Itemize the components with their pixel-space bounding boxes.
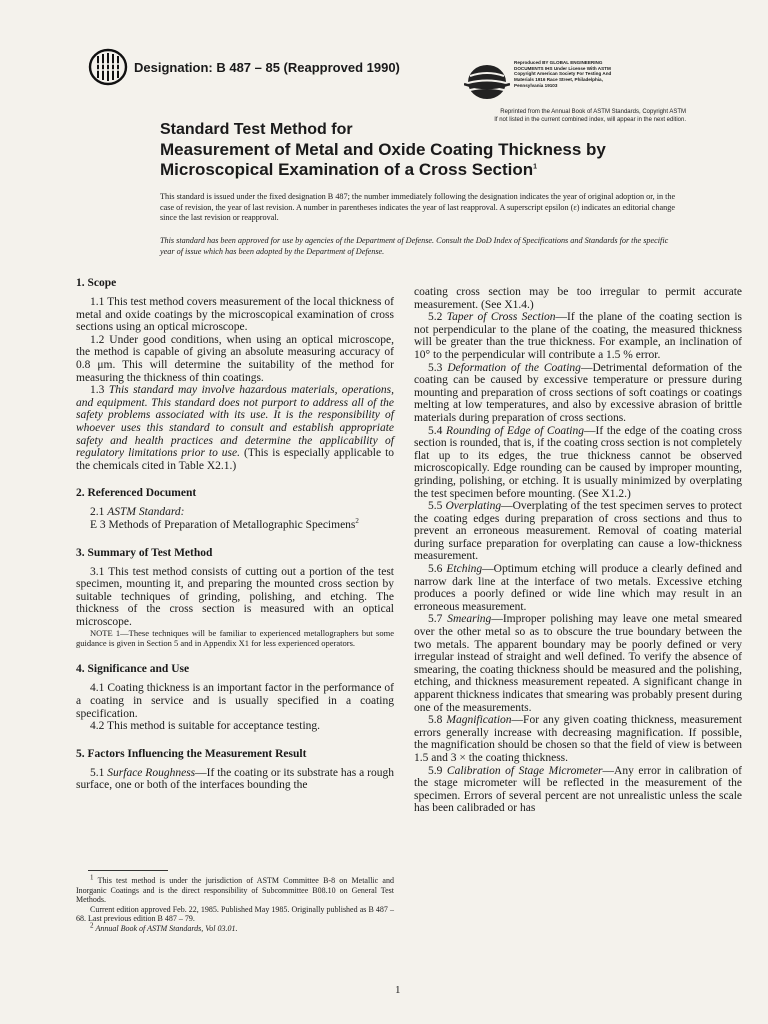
paragraph-etching — [414, 563, 742, 613]
title-line-2: Measurement of Metal and Oxide Coating Thickness by — [160, 140, 606, 159]
paragraph-taper — [414, 311, 742, 361]
paragraph-smearing — [414, 613, 742, 714]
paragraph-calibration — [414, 765, 742, 815]
para-text: —Improper polishing may leave one metal smeared over the other metal so as to obscure the true boundary between the two metals. The apparent boundary may be poorly defined or very irregular instead of straight and well defined. To verify the absence of smearing, the coating thickness should be measured and the polishing, etching, and thickness measurement repeated. A significant change in apparent thickness indicates that smearing was probably present during one of the measurements. — [414, 613, 742, 714]
paragraph-safety — [76, 384, 394, 472]
footnote-ref: 2 — [355, 517, 359, 526]
repro-line: Copyright American Society For Testing And — [514, 71, 612, 77]
para-title: Smearing — [447, 613, 492, 626]
paragraph-rounding — [414, 425, 742, 501]
paragraph-continued: coating cross section may be too irregular to permit accurate measurement. (See X1.4.) — [414, 286, 742, 311]
reproduction-notice — [514, 60, 664, 89]
title-line-1: Standard Test Method for — [160, 121, 353, 138]
designation: Designation: B 487 – 85 (Reapproved 1990) — [134, 60, 400, 75]
para-number: 5.2 — [428, 311, 443, 324]
para-text: —For any given coating thickness, measurement errors generally increase with decreasing magnification. If possible, the magnification should be chosen so that the field of view is between 1.5 and 3 × the coating thickness. — [414, 714, 742, 764]
para-number: 5.1 — [90, 766, 105, 779]
section-heading: 5. Factors Influencing the Measurement Result — [76, 747, 307, 760]
para-text-cont: a rough surface, one or both of the interfaces bounding the — [76, 766, 395, 792]
footnote-1-edition: Current edition approved Feb. 22, 1985. Published May 1985. Originally published as B 487 – 68. Last previous edition B 487 – 79. — [76, 904, 394, 924]
note-1: NOTE 1—These techniques will be familiar to experienced metallographers but some guidance is given in Section 5 and in Appendix X1 for less experienced operators. — [76, 628, 394, 649]
document-title — [160, 120, 630, 180]
reference-item — [76, 519, 394, 532]
paragraph-magnification — [414, 714, 742, 764]
section-significance — [76, 662, 394, 732]
para-number: 5.8 — [428, 714, 443, 727]
para-text: —If the coating or its substrate has — [195, 766, 357, 779]
para-text: —Optimum etching will produce a clearly defined and narrow dark line at the interface of two metals. Excessive etching produces a poorly defined or wide line which may result in an erroneous measurement. — [414, 563, 742, 613]
repro-line: Materials 1916 Race Street, Philadelphia, — [514, 77, 603, 83]
para-title: Deformation of the Coating — [447, 361, 581, 374]
para-title: Etching — [446, 563, 483, 576]
para-title: Surface Roughness — [107, 766, 196, 779]
section-heading: 4. Significance and Use — [76, 663, 190, 676]
para-number: 5.5 — [428, 500, 443, 513]
footnote-2 — [76, 921, 394, 934]
para-text: —Overplating of the test specimen serves to protect the coating edges during preparation of cross sections and thus to prevent an erroneous measurement. Removal of coating material during surface preparation for overplating can cause a low-thickness measurement. — [414, 500, 742, 563]
para-number: 5.6 — [428, 563, 443, 576]
repro-line: DOCUMENTS IHS Under License With ASTM — [514, 65, 611, 71]
section-heading: 1. Scope — [76, 277, 117, 289]
para-text: —Any error in calibration of the stage micrometer will be reflected in the measurement of the specimen. Errors of several percent are not unrealistic unless the scale has been calibraded or has — [414, 764, 742, 815]
right-column — [414, 286, 742, 815]
repro-line: Reproduced BY GLOBAL ENGINEERING — [514, 60, 603, 65]
section-heading: 3. Summary of Test Method — [76, 546, 213, 559]
page-number: 1 — [395, 984, 401, 996]
issued-notice: This standard is issued under the fixed designation B 487; the number immediately following the designation indicates the year of original adoption or, in the case of revision, the year of last revision. A number in parentheses indicates the year of last reapproval. A superscript epsilon (ε) indicates an editorial change since the last revision or reapproval. — [160, 192, 676, 222]
paragraph: 4.2 This method is suitable for acceptance testing. — [90, 720, 321, 733]
paragraph-surface-roughness — [76, 767, 394, 792]
astm-logo-icon — [88, 48, 128, 86]
para-title: Calibration of Stage Micrometer — [446, 764, 603, 777]
para-tail: (This is especially applicable to the chemicals cited in Table X2.1.) — [76, 447, 395, 472]
safety-caveat: This standard may involve hazardous materials, operations, and equipment. This standard does not purport to address all of the safety problems associated with its use. It is the responsibility of whoever uses this standard to consult and establish appropriate safety and health practices and determine the applicability of regulatory limitations prior to use. — [76, 384, 395, 460]
paragraph: 1.2 Under good conditions, when using an optical microscope, the method is capable of giving an absolute measuring accuracy of 0.8 μm. This will determine the suitability of the method for measuring the thickness of thin coatings. — [76, 333, 394, 384]
left-column — [76, 276, 394, 806]
para-title: Magnification — [446, 714, 512, 727]
para-text: —Detrimental deformation of the coating can be caused by excessive temperature or pressure during mounting and preparation of cross sections of soft coatings or coatings melting at low temperatures, and also by excessive abrasion of brittle materials during preparation of cross sections. — [414, 361, 742, 424]
section-heading: 2. Referenced Document — [76, 487, 197, 500]
subsection-label: ASTM Standard: — [107, 506, 185, 519]
title-line-3-text: Microscopical Examination of a Cross Section — [160, 160, 534, 179]
section-referenced-document — [76, 486, 394, 531]
para-number: 5.7 — [428, 613, 443, 626]
para-number: 5.4 — [428, 424, 443, 437]
para-title: Overplating — [445, 500, 502, 513]
paragraph: 4.1 Coating thickness is an important factor in the performance of a coating in service and is usually specified in a coating specification. — [76, 682, 394, 720]
reprint-line: Reprinted from the Annual Book of ASTM Standards, Copyright ASTM — [500, 109, 686, 115]
title-footnote-ref: 1 — [533, 163, 538, 171]
footnotes — [76, 873, 394, 934]
reference-text: E 3 Methods of Preparation of Metallographic Specimens — [90, 518, 356, 531]
reprint-line: If not listed in the current combined index, will appear in the next edition. — [494, 117, 686, 124]
title-line-3 — [160, 160, 630, 180]
footnote-marker: 1 — [90, 873, 94, 882]
footnote-divider — [88, 870, 168, 871]
section-scope — [76, 276, 394, 472]
paragraph-overplating — [414, 500, 742, 563]
repro-line: Pennsylvania 19103 — [514, 82, 558, 88]
dod-approval-notice: This standard has been approved for use by agencies of the Department of Defense. Consult the DoD Index of Specifications and Standards for the specific year of issue which has been adopted by the Department of Defense. — [160, 236, 669, 256]
paragraph: 3.1 This test method consists of cutting out a portion of the test specimen, mounting it, and preparing the mounted cross section by suitable techniques of grinding, polishing, and etching. The thickness of the cross section is measured with an optical microscope. — [76, 565, 394, 628]
para-title: Taper of Cross Section — [446, 311, 556, 324]
paragraph-deformation — [414, 362, 742, 425]
paragraph: 1.1 This test method covers measurement of the local thickness of metal and oxide coatings by the microscopical examination of cross sections using an optical microscope. — [76, 296, 394, 334]
para-number: 2.1 — [90, 506, 105, 519]
section-summary — [76, 546, 394, 649]
footnote-marker: 2 — [90, 921, 94, 930]
footnote-1 — [76, 873, 394, 905]
section-factors — [76, 747, 394, 792]
para-number: 1.3 — [90, 384, 105, 397]
para-title: Rounding of Edge of Coating — [446, 424, 584, 437]
footnote-text: This test method is under the jurisdiction of ASTM Committee B-8 on Metallic and Inorganic Coatings and is the direct responsibility of Subcommittee B08.10 on General Test Methods. — [76, 876, 394, 905]
para-number: 5.3 — [428, 361, 443, 374]
global-engineering-globe-icon — [464, 62, 510, 102]
para-text: —If the edge of the coating cross section is rounded, that is, if the coating cross section is not completely flat up to its edges, the true thickness cannot be observed microscopically. Edge rounding can be caused by improper mounting, grinding, polishing, or etching. It is usually minimized by overplating the test specimen before mounting. (See X1.2.) — [414, 424, 743, 500]
para-text: —If the plane of the coating section is not perpendicular to the plane of the coating, the measured thickness will be greater than the true thickness. For example, an inclination of 10° to the perpendicular will contribute a 1.5 % error. — [414, 311, 743, 361]
para-number: 5.9 — [428, 764, 443, 777]
subsection — [76, 506, 394, 519]
footnote-text: Annual Book of ASTM Standards, Vol 03.01. — [95, 923, 238, 933]
